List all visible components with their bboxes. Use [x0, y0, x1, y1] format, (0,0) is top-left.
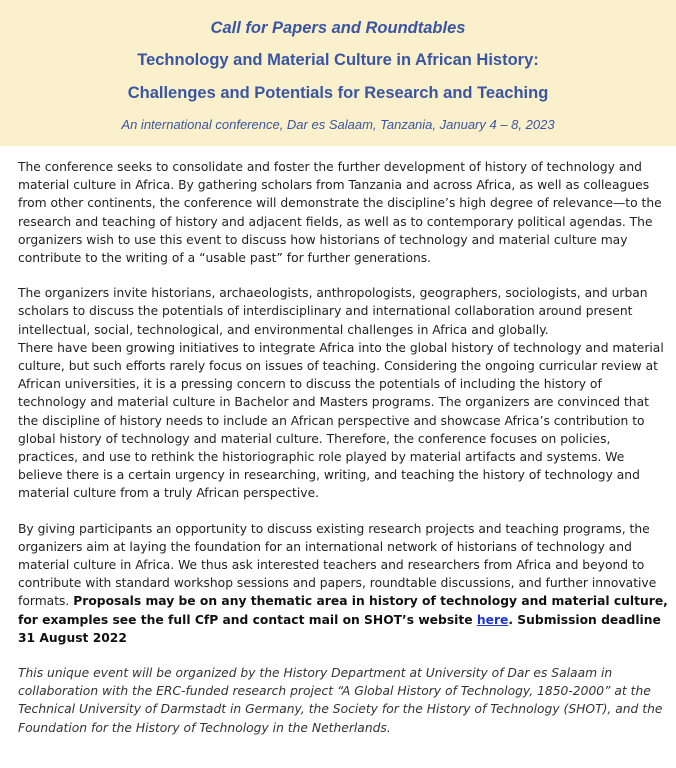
conference-title-line-2: Challenges and Potentials for Research and Teaching — [127, 84, 549, 102]
conference-subtitle: An international conference, Dar es Salaam, Tanzania, January 4 – 8, 2023 — [121, 117, 555, 132]
paragraph-organizers: This unique event will be organized by the History Department at University of Dar es Salaam in collaboration with the ERC-funded research project “A Global History of Technology, 1850-2000” at the Technical University of Darmstadt in Germany, the Society for the History of Technology (SHOT), and the Foundation for the History of Technology in the Netherlands. — [18, 666, 663, 735]
shot-website-link[interactable]: here — [476, 612, 509, 627]
cfp-title: Call for Papers and Roundtables — [210, 19, 466, 37]
proposals-note — [18, 594, 668, 644]
paragraph-intro: The conference seeks to consolidate and foster the further development of history of technology and material culture in Africa. By gathering scholars from Tanzania and across Africa, as well as colleagues from other continents, the conference will demonstrate the discipline’s high degree of relevance—to the research and teaching of history and adjacent fields, as well as to contemporary political agendas. The organizers wish to use this event to discuss how historians of technology and material culture may contribute to the writing of a “usable past” for further generations. — [18, 160, 662, 266]
submission-deadline: . Submission deadline 31 August 2022 — [18, 612, 661, 645]
announcement-body — [18, 158, 670, 754]
paragraph-call — [18, 520, 670, 647]
call-text: By giving participants an opportunity to discuss existing research projects and teaching programs, the organizers aim at laying the foundation for an international network of historians of technology and material culture in Africa. We thus ask interested teachers and researchers from Africa and beyond to contribute with standard workshop sessions and papers, roundtable discussions, and further innovative formats. — [18, 521, 657, 609]
proposals-text: Proposals may be on any thematic area in history of technology and material culture, for examples see the full CfP and contact mail on SHOT’s website — [18, 594, 668, 627]
paragraph-invitation: The organizers invite historians, archaeologists, anthropologists, geographers, sociologists, and urban scholars to discuss the potentials of interdisciplinary and international collaboration around present intellectual, social, technological, and environmental challenges in Africa and globally. — [18, 286, 648, 337]
header-banner — [0, 0, 676, 146]
conference-title-line-1: Technology and Material Culture in African History: — [137, 51, 539, 69]
paragraph-teaching: There have been growing initiatives to integrate Africa into the global history of technology and material culture, but such efforts rarely focus on issues of teaching. Considering the ongoing curricular review at African universities, it is a pressing concern to discuss the potentials of including the history of technology and material culture in Bachelor and Masters programs. The organizers are convinced that the discipline of history needs to include an African perspective and showcase Africa’s contribution to global history of technology and material culture. Therefore, the conference focuses on policies, practices, and use to rethink the historiographic role played by material artifacts and systems. We believe there is a certain urgency in researching, writing, and teaching the history of technology and material culture from a truly African perspective. — [18, 340, 664, 501]
